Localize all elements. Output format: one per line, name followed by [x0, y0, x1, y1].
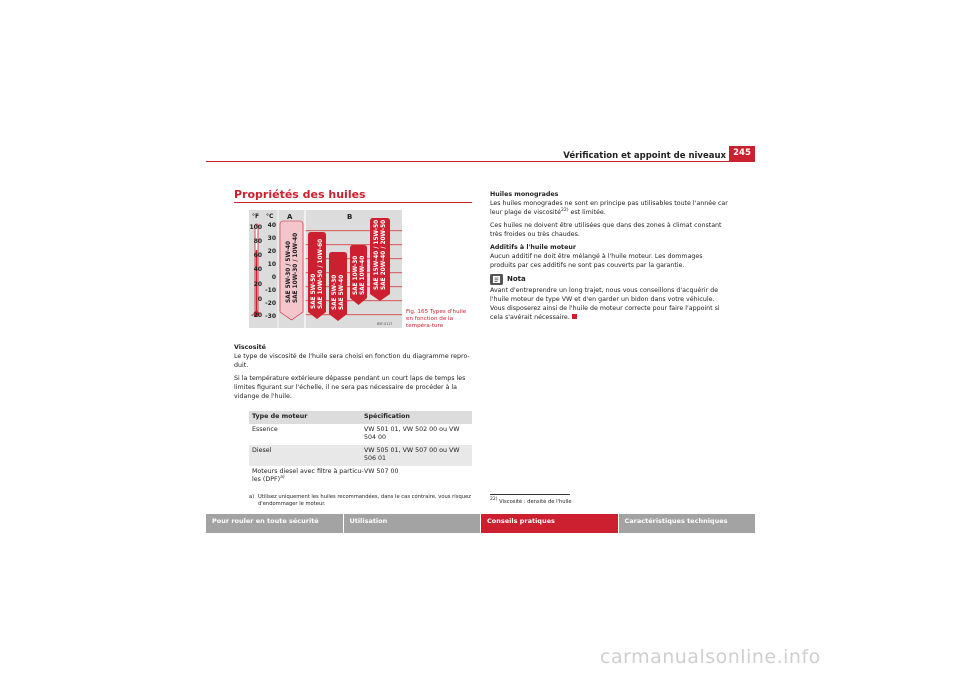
watermark: carmanualsonline.info — [600, 646, 821, 668]
table-row — [249, 445, 472, 466]
grade-5-line1: SAE 15W-40 / 15W-50 — [374, 219, 380, 290]
c-tick: -20 — [265, 300, 276, 307]
table-footnote — [249, 494, 472, 507]
c-tick: -10 — [265, 287, 276, 294]
page-footnote — [490, 499, 572, 505]
table-cell-footnote-ref: a) — [280, 475, 285, 480]
c-tick: -30 — [265, 313, 276, 320]
c-tick: 0 — [271, 274, 276, 281]
table-header-engine: Type de moteur — [252, 413, 308, 420]
chapter-nav — [206, 514, 755, 533]
monograde-paragraph-2: Ces huiles ne doivent être utilisées que dans des zones à climat constant très froides ou très chaudes. — [490, 222, 722, 238]
f-tick: 0 — [257, 296, 262, 303]
nav-tab-operation[interactable]: Utilisation — [344, 514, 482, 533]
section-rule — [234, 202, 472, 203]
figure-code: B5F-0117 — [377, 322, 393, 326]
zone-a-label: A — [287, 213, 293, 221]
f-tick: 60 — [253, 252, 262, 259]
table-cell-engine: Diesel — [252, 446, 272, 454]
page-header-title: Vérification et appoint de niveaux — [563, 151, 726, 161]
table-row — [249, 424, 472, 445]
grade-2-line1: SAE 5W-50 — [311, 273, 317, 309]
nota-heading-row — [490, 274, 728, 285]
c-tick: 20 — [267, 248, 276, 255]
additives-paragraph: Aucun additif ne doit être mélangé à l'huile moteur. Les dommages produits par ces additifs ne sont pas couverts par la garantie. — [490, 253, 703, 269]
table-row — [249, 466, 472, 487]
viscosity-paragraph-1: Le type de viscosité de l'huile sera choisi en fonction du diagramme repro-duit. — [234, 353, 470, 369]
figure-caption: Fig. 165 Types d'huile en fonction de la tempéra-ture — [406, 309, 467, 329]
c-tick: 10 — [267, 261, 276, 268]
nota-heading: Nota — [507, 275, 526, 283]
nota-text: Avant d'entreprendre un long trajet, nous vous conseillons d'acquérir de l'huile moteur de type VW et d'en garder un bidon dans votre véhicule. Vous disposerez ainsi de l'huile de moteur correcte pour faire l'appoint si cela s'avérait nécessaire. — [490, 287, 720, 321]
f-tick: 100 — [249, 224, 262, 231]
page-number: 245 — [729, 146, 755, 161]
f-tick: 40 — [253, 266, 262, 273]
left-column — [234, 343, 472, 405]
table-cell-spec: VW 507 00 — [364, 467, 399, 475]
right-column — [490, 190, 728, 326]
celsius-label: °C — [266, 213, 274, 220]
c-tick: 40 — [267, 222, 276, 229]
grade-1-line1: SAE 5W-30 / 5W-40 — [286, 240, 292, 303]
grade-5-line2: SAE 20W-40 / 20W-50 — [381, 219, 387, 290]
fahrenheit-label: °F — [252, 213, 260, 220]
grade-1-line2: SAE 10W-30 / 10W-40 — [293, 232, 299, 303]
section-title: Propriétés des huiles — [234, 188, 366, 201]
table-cell-engine-text: Moteurs diesel avec filtre à particu-les (DPF) — [252, 467, 364, 483]
additives-heading: Additifs à l'huile moteur — [490, 244, 576, 251]
footnote-rule — [490, 494, 570, 495]
viscosity-paragraph-2: Si la température extérieure dépasse pendant un court laps de temps les limites figurant sur l'échelle, il ne sera pas nécessaire de procéder à la vidange de l'huile. — [234, 375, 466, 400]
oil-temperature-diagram — [249, 210, 402, 328]
page-footnote-mark: 22) — [490, 497, 498, 502]
table-header-row — [249, 411, 472, 424]
table-footnote-mark: a) — [249, 494, 255, 500]
f-tick: 20 — [253, 281, 262, 288]
viscosity-heading: Viscosité — [234, 344, 266, 351]
engine-spec-table — [249, 411, 472, 487]
table-cell-engine: Essence — [252, 425, 278, 433]
grade-4-line2: SAE 10W-40 — [360, 255, 366, 295]
nav-tab-safety[interactable]: Pour rouler en toute sécurité — [206, 514, 344, 533]
f-tick: -20 — [251, 312, 262, 319]
end-of-section-mark — [572, 314, 577, 319]
monograde-p1-end: est limitée. — [568, 209, 606, 216]
grade-band-5 — [370, 218, 390, 301]
table-footnote-text: Utilisez uniquement les huiles recommandées, dans le cas contraire, vous risquez d'endommager le moteur. — [258, 494, 471, 507]
f-tick: 80 — [253, 238, 262, 245]
nav-tab-practical-tips[interactable]: Conseils pratiques — [481, 514, 619, 533]
grade-3-line1: SAE 5W-30 — [332, 274, 338, 310]
zone-b-label: B — [347, 213, 353, 221]
grade-3-line2: SAE 5W-40 — [339, 274, 345, 310]
monograde-heading: Huiles monogrades — [490, 191, 559, 198]
table-cell-spec: VW 501 01, VW 502 00 ou VW 504 00 — [364, 425, 460, 441]
c-tick: 30 — [267, 235, 276, 242]
grade-2-line2: SAE 10W-50 / 10W-60 — [318, 238, 324, 309]
note-icon — [490, 274, 503, 285]
grade-4-line1: SAE 10W-30 — [353, 255, 359, 295]
page-footnote-text: Viscosité : densité de l'huile — [499, 499, 572, 505]
table-header-spec: Spécification — [364, 413, 410, 420]
monograde-paragraph-1 — [490, 199, 728, 217]
header-rule — [206, 161, 755, 162]
nav-tab-technical-data[interactable]: Caractéristiques techniques — [619, 514, 756, 533]
nota-paragraph — [490, 286, 728, 322]
monograde-p1-start: Les huiles monogrades ne sont en principe pas utilisables toute l'année car leur plage de viscosité — [490, 200, 728, 216]
table-cell-engine — [252, 468, 364, 485]
monograde-footnote-ref: 22) — [561, 208, 569, 213]
table-cell-spec: VW 505 01, VW 507 00 ou VW 506 01 — [364, 446, 460, 462]
